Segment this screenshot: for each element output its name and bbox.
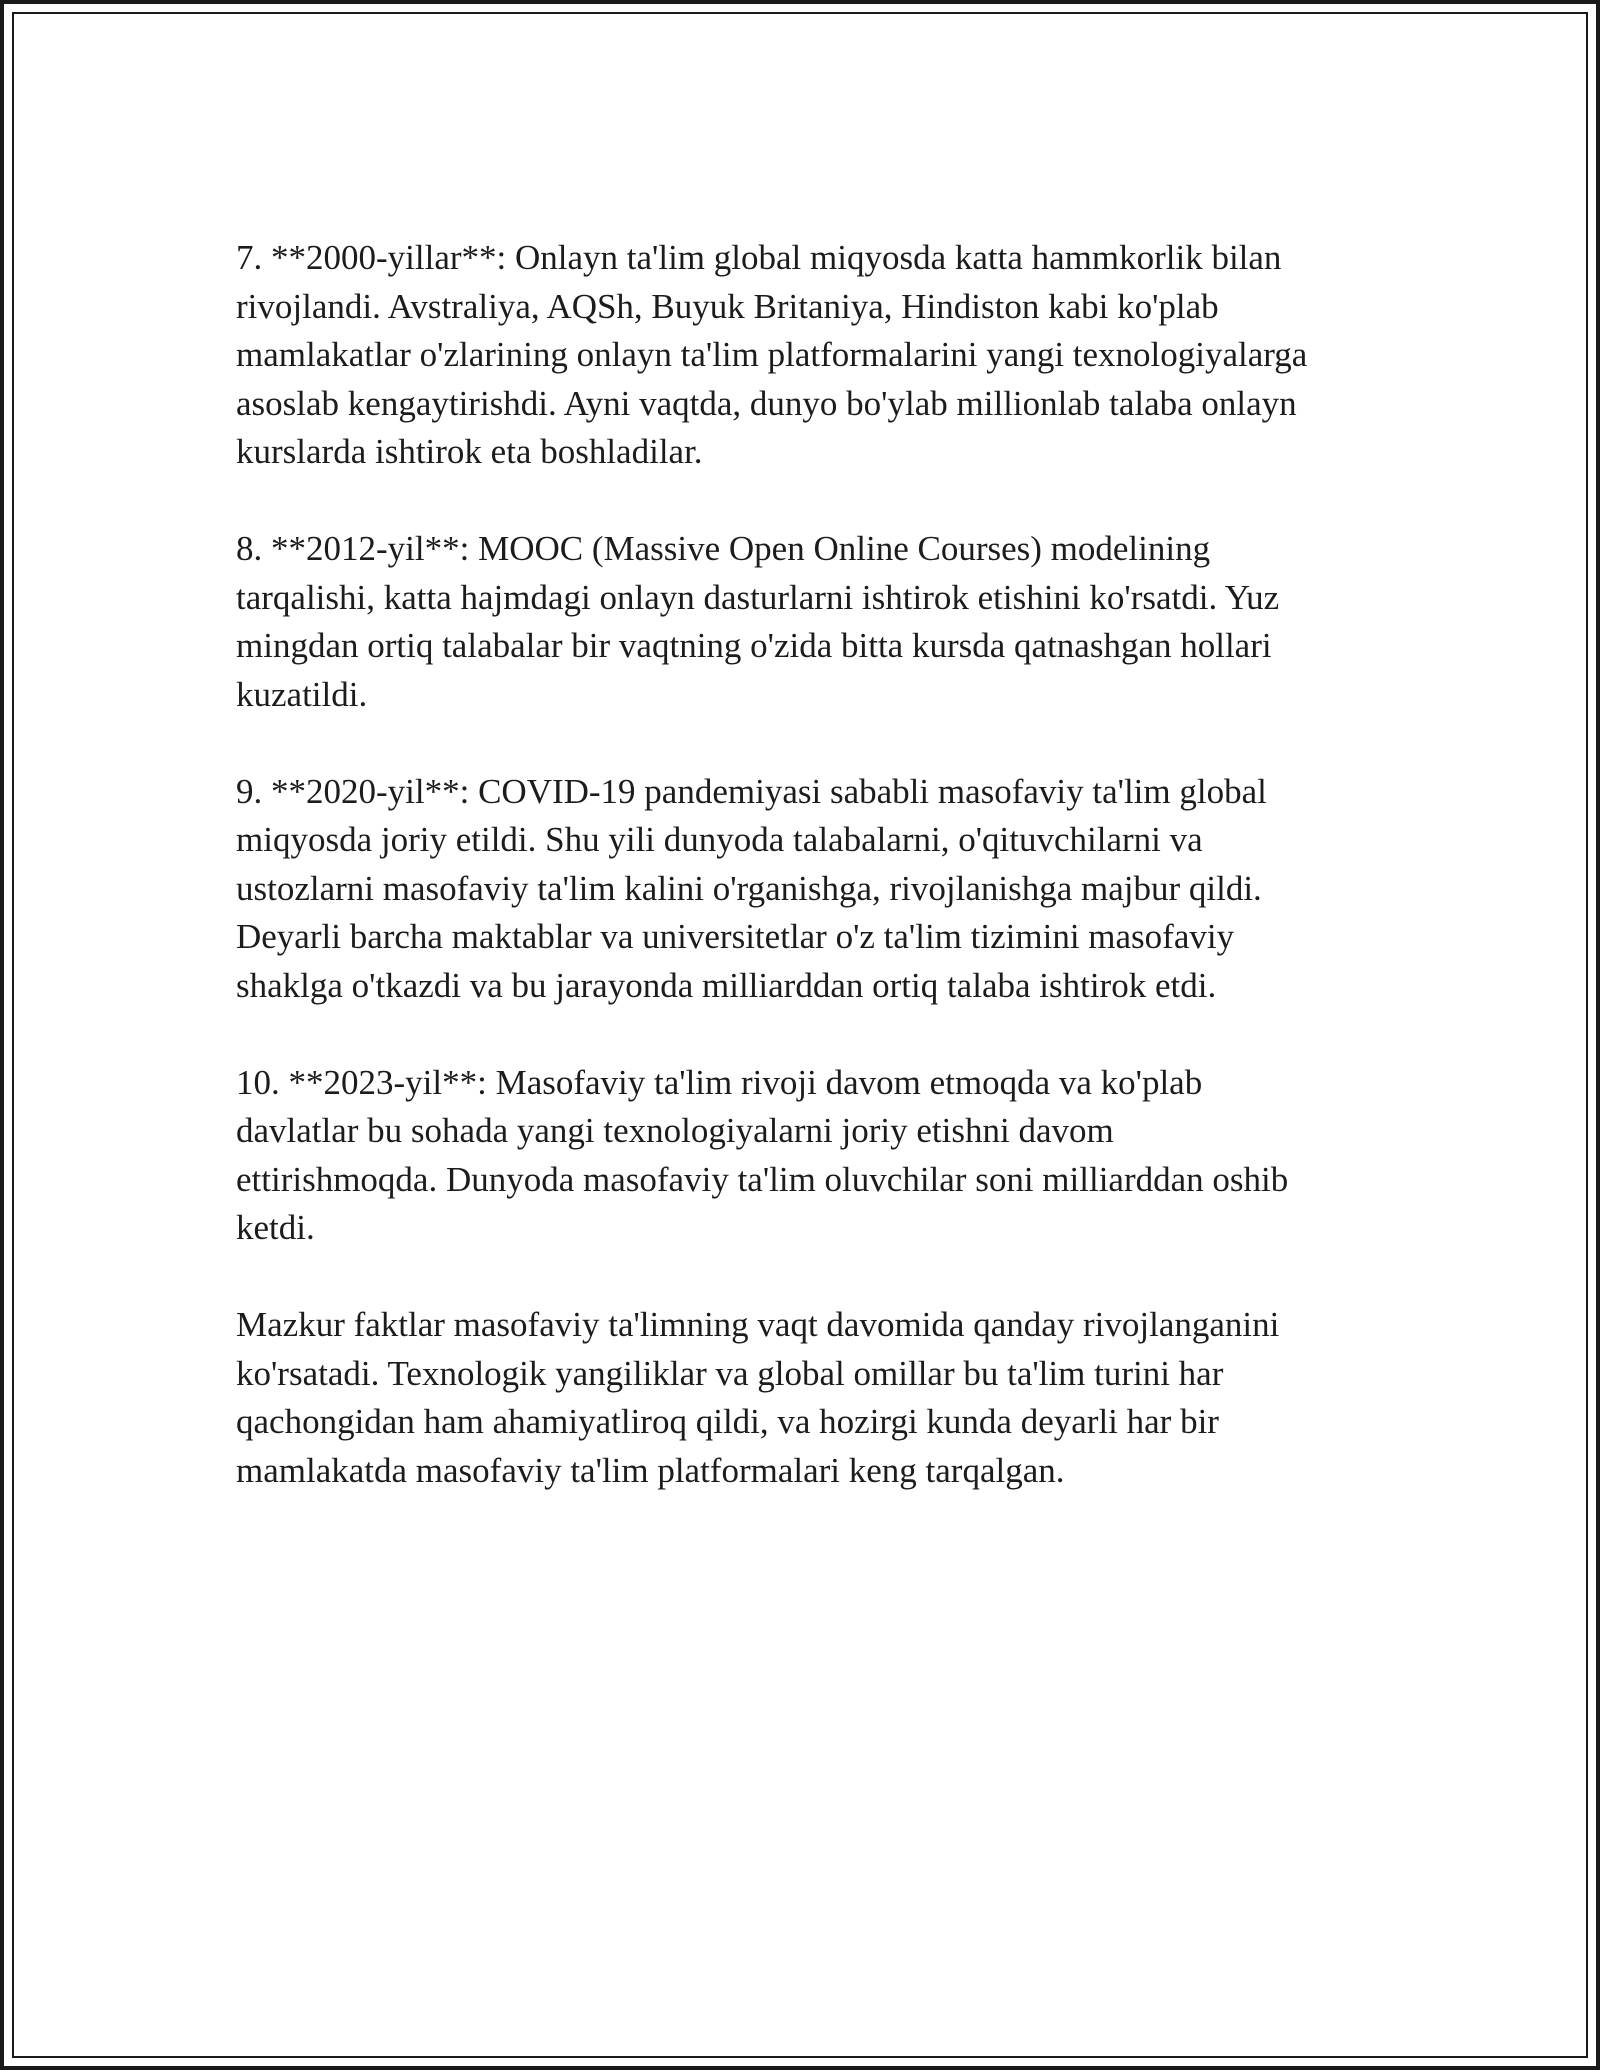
paragraph-item-8-2012-yil: 8. **2012-yil**: MOOC (Massive Open Online Courses) modelining tarqalishi, katta hajmdagi onlayn dasturlarni ishtirok etishini ko'rsatdi. Yuz mingdan ortiq talabalar bir vaqtning o'zida bitta kursda qatnashgan hollari kuzatildi. — [236, 529, 1280, 714]
paragraph-item-10-2023-yil: 10. **2023-yil**: Masofaviy ta'lim rivoji davom etmoqda va ko'plab davlatlar bu sohada yangi texnologiyalarni joriy etishni davom ettirishmoqda. Dunyoda masofaviy ta'lim oluvchilar soni milliarddan oshib ketdi. — [236, 1062, 1289, 1247]
document-body — [236, 234, 1376, 1544]
paragraph-item-9-2020-yil: 9. **2020-yil**: COVID-19 pandemiyasi sababli masofaviy ta'lim global miqyosda joriy etildi. Shu yili dunyoda talabalarni, o'qituvchilarni va ustozlarni masofaviy ta'lim kalini o'rganishga, rivojlanishga majbur qildi. Deyarli barcha maktablar va universitetlar o'z ta'lim tizimini masofaviy shaklga o'tkazdi va bu jarayonda milliarddan ortiq talaba ishtirok etdi. — [236, 771, 1267, 1005]
paragraph-conclusion: Mazkur faktlar masofaviy ta'limning vaqt davomida qanday rivojlanganini ko'rsatadi. Texnologik yangiliklar va global omillar bu ta'lim turini har qachongidan ham ahamiyatliroq qildi, va hozirgi kunda deyarli har bir mamlakatda masofaviy ta'lim platformalari keng tarqalgan. — [236, 1305, 1280, 1490]
paragraph-item-7-2000-yillar: 7. **2000-yillar**: Onlayn ta'lim global miqyosda katta hammkorlik bilan rivojlandi. Avstraliya, AQSh, Buyuk Britaniya, Hindiston kabi ko'plab mamlakatlar o'zlarining onlayn ta'lim platformalarini yangi texnologiyalarga asoslab kengaytirishdi. Ayni vaqtda, dunyo bo'ylab millionlab talaba onlayn kurslarda ishtirok eta boshladilar. — [236, 238, 1308, 471]
